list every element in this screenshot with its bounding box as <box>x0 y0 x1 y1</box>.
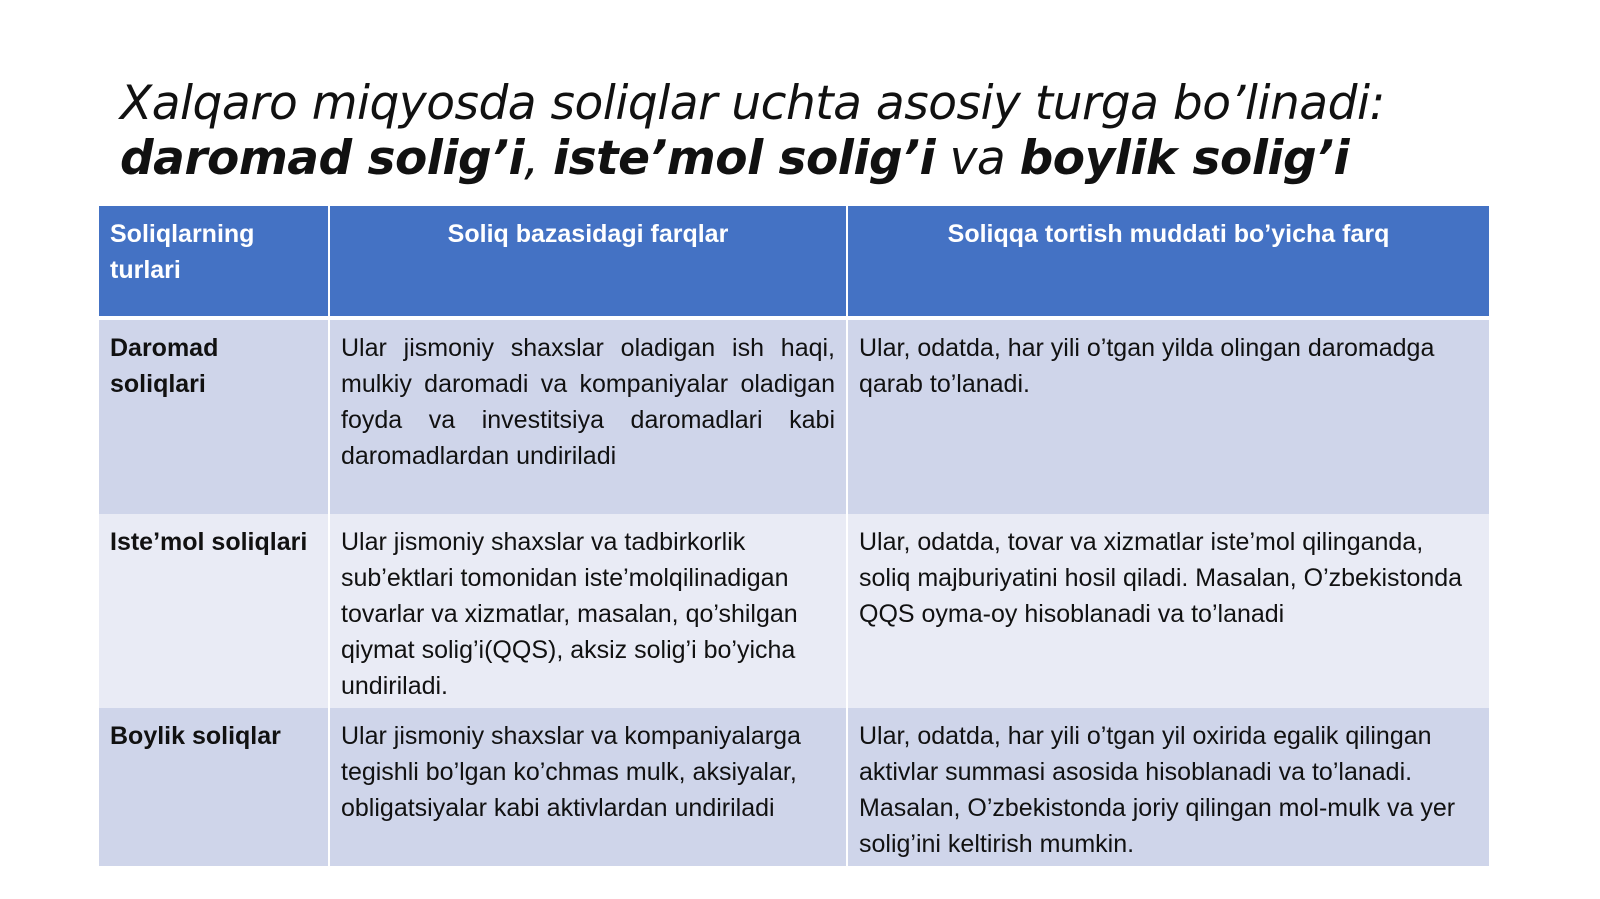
header-tax-types: Soliqlarning turlari <box>99 206 329 318</box>
header-term-differences: Soliqqa tortish muddati bo’yicha farq <box>847 206 1489 318</box>
row-consumption-base: Ular jismoniy shaxslar va tadbirkorlik sub’ektlari tomonidan iste’molqilinadigan tovarlar va xizmatlar, masalan, qo’shilgan qiymat solig’i(QQS), aksiz solig’i bo’yicha undiriladi. <box>329 514 847 708</box>
table-row <box>99 514 1489 708</box>
title-income-tax: daromad solig’i <box>120 131 525 186</box>
title-separator-2: va <box>935 131 1020 186</box>
row-wealth-base: Ular jismoniy shaxslar va kompaniyalarga tegishli bo’lgan ko’chmas mulk, aksiyalar, obligatsiyalar kabi aktivlardan undiriladi <box>329 708 847 866</box>
title-line-2 <box>120 131 1540 186</box>
row-wealth-type: Boylik soliqlar <box>99 708 329 866</box>
row-income-type: Daromad soliqlari <box>99 318 329 514</box>
row-consumption-term: Ular, odatda, tovar va xizmatlar iste’mol qilinganda, soliq majburiyatini hosil qiladi. Masalan, O’zbekistonda QQS oyma-oy hisoblanadi va to’lanadi <box>847 514 1489 708</box>
slide-title <box>120 76 1540 186</box>
title-wealth-tax: boylik solig’i <box>1019 131 1350 186</box>
title-consumption-tax: iste’mol solig’i <box>553 131 936 186</box>
row-consumption-type: Iste’mol soliqlari <box>99 514 329 708</box>
tax-comparison-table <box>99 206 1489 866</box>
table-header-row <box>99 206 1489 318</box>
row-wealth-term: Ular, odatda, har yili o’tgan yil oxirida egalik qilingan aktivlar summasi asosida hisoblanadi va to’lanadi. Masalan, O’zbekistonda joriy qilingan mol-mulk va yer solig’ini keltirish mumkin. <box>847 708 1489 866</box>
row-income-base: Ular jismoniy shaxslar oladigan ish haqi, mulkiy daromadi va kompaniyalar oladigan foyda va investitsiya daromadlari kabi daromadlardan undiriladi <box>329 318 847 514</box>
header-base-differences: Soliq bazasidagi farqlar <box>329 206 847 318</box>
title-line-1: Xalqaro miqyosda soliqlar uchta asosiy turga bo’linadi: <box>120 76 1385 131</box>
row-income-term: Ular, odatda, har yili o’tgan yilda olingan daromadga qarab to’lanadi. <box>847 318 1489 514</box>
table-row <box>99 708 1489 866</box>
title-separator-1: , <box>524 131 554 186</box>
table-row <box>99 318 1489 514</box>
